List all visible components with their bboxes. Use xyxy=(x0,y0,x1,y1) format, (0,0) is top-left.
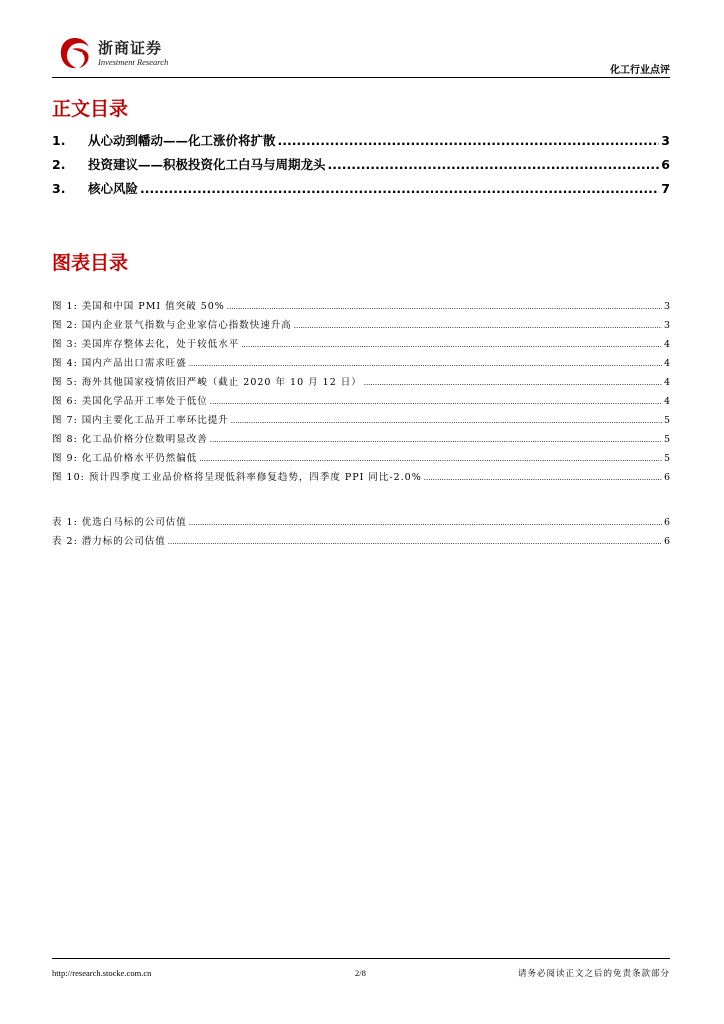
figure-entry[interactable] xyxy=(52,469,670,488)
page-number: 2/8 xyxy=(355,968,366,978)
figure-entry-label: 图 10: 预计四季度工业品价格将呈现低斜率修复趋势，四季度 PPI 同比-2.0% xyxy=(52,472,422,483)
table-entry[interactable] xyxy=(52,514,670,533)
figure-entry-page: 3 xyxy=(663,301,670,312)
dot-leader xyxy=(199,455,662,463)
toc-entry-page: 7 xyxy=(661,181,670,196)
dot-leader xyxy=(210,398,662,406)
table-entry-page: 6 xyxy=(663,517,670,528)
figure-entry-label: 图 3: 美国库存整体去化，处于较低水平 xyxy=(52,339,240,350)
dot-leader xyxy=(278,133,660,148)
toc-entry[interactable] xyxy=(52,131,670,155)
page-header xyxy=(52,33,670,77)
toc-entry[interactable] xyxy=(52,155,670,179)
figure-entry-page: 5 xyxy=(663,415,670,426)
toc-entry-number: 1. xyxy=(52,133,66,148)
figure-entry[interactable] xyxy=(52,336,670,355)
dot-leader xyxy=(168,538,662,546)
dot-leader xyxy=(364,379,662,387)
figure-entry-page: 3 xyxy=(663,320,670,331)
dot-leader xyxy=(424,474,662,482)
figure-entry[interactable] xyxy=(52,355,670,374)
figure-entry-page: 4 xyxy=(663,358,670,369)
toc-entry-page: 3 xyxy=(661,133,670,148)
brand-name: 浙商证券 xyxy=(98,39,163,57)
toc-entry-text: 核心风险 xyxy=(88,181,139,196)
toc-entry-number: 3. xyxy=(52,181,66,196)
figure-entry-label: 图 9: 化工品价格水平仍然偏低 xyxy=(52,453,198,464)
figure-entry-label: 图 5: 海外其他国家疫情依旧严峻（截止 2020 年 10 月 12 日） xyxy=(52,377,362,388)
figure-entry-label: 图 2: 国内企业景气指数与企业家信心指数快速升高 xyxy=(52,320,292,331)
toc-title: 正文目录 xyxy=(52,98,129,120)
table-entry[interactable] xyxy=(52,533,670,552)
figure-entry-page: 4 xyxy=(663,377,670,388)
figure-entry-label: 图 7: 国内主要化工品开工率环比提升 xyxy=(52,415,229,426)
table-list xyxy=(52,514,670,552)
figure-entry-page: 5 xyxy=(663,453,670,464)
figure-entry-page: 5 xyxy=(663,434,670,445)
figure-entry-label: 图 8: 化工品价格分位数明显改善 xyxy=(52,434,208,445)
table-entry-label: 表 2: 潜力标的公司估值 xyxy=(52,536,166,547)
disclaimer-note: 请务必阅读正文之后的免责条款部分 xyxy=(517,969,670,979)
report-type: 化工行业点评 xyxy=(610,65,670,76)
toc-entry-text: 从心动到幡动——化工涨价将扩散 xyxy=(88,133,276,148)
figure-entry-page: 6 xyxy=(663,472,670,483)
figure-entry[interactable] xyxy=(52,374,670,393)
footer-divider xyxy=(52,958,670,959)
dot-leader xyxy=(210,436,662,444)
dot-leader xyxy=(140,181,659,196)
toc-entry-page: 6 xyxy=(661,157,670,172)
figures-title: 图表目录 xyxy=(52,252,129,274)
table-entry-page: 6 xyxy=(663,536,670,547)
dot-leader xyxy=(227,303,662,311)
figure-entry[interactable] xyxy=(52,450,670,469)
figure-entry[interactable] xyxy=(52,412,670,431)
toc-entry[interactable] xyxy=(52,179,670,203)
figure-list xyxy=(52,298,670,488)
toc-entry-text: 投资建议——积极投资化工白马与周期龙头 xyxy=(88,157,326,172)
dot-leader xyxy=(189,360,662,368)
toc-list xyxy=(52,131,670,203)
figure-entry[interactable] xyxy=(52,298,670,317)
dot-leader xyxy=(241,341,662,349)
figure-entry-label: 图 4: 国内产品出口需求旺盛 xyxy=(52,358,187,369)
table-entry-label: 表 1: 优选白马标的公司估值 xyxy=(52,517,187,528)
toc-entry-number: 2. xyxy=(52,157,66,172)
dot-leader xyxy=(294,322,662,330)
brand-subtitle: Investment Research xyxy=(98,57,169,67)
header-divider xyxy=(52,77,670,78)
footer-url-link[interactable]: http://research.stocke.com.cn xyxy=(52,968,152,978)
figure-entry-page: 4 xyxy=(663,339,670,350)
dot-leader xyxy=(328,157,660,172)
dot-leader xyxy=(189,519,662,527)
figure-entry-page: 4 xyxy=(663,396,670,407)
dot-leader xyxy=(231,417,662,425)
figure-entry[interactable] xyxy=(52,317,670,336)
figure-entry[interactable] xyxy=(52,393,670,412)
zheshang-logo-icon xyxy=(58,35,92,71)
figure-entry-label: 图 6: 美国化学品开工率处于低位 xyxy=(52,396,208,407)
figure-entry[interactable] xyxy=(52,431,670,450)
figure-entry-label: 图 1: 美国和中国 PMI 值突破 50% xyxy=(52,301,225,312)
